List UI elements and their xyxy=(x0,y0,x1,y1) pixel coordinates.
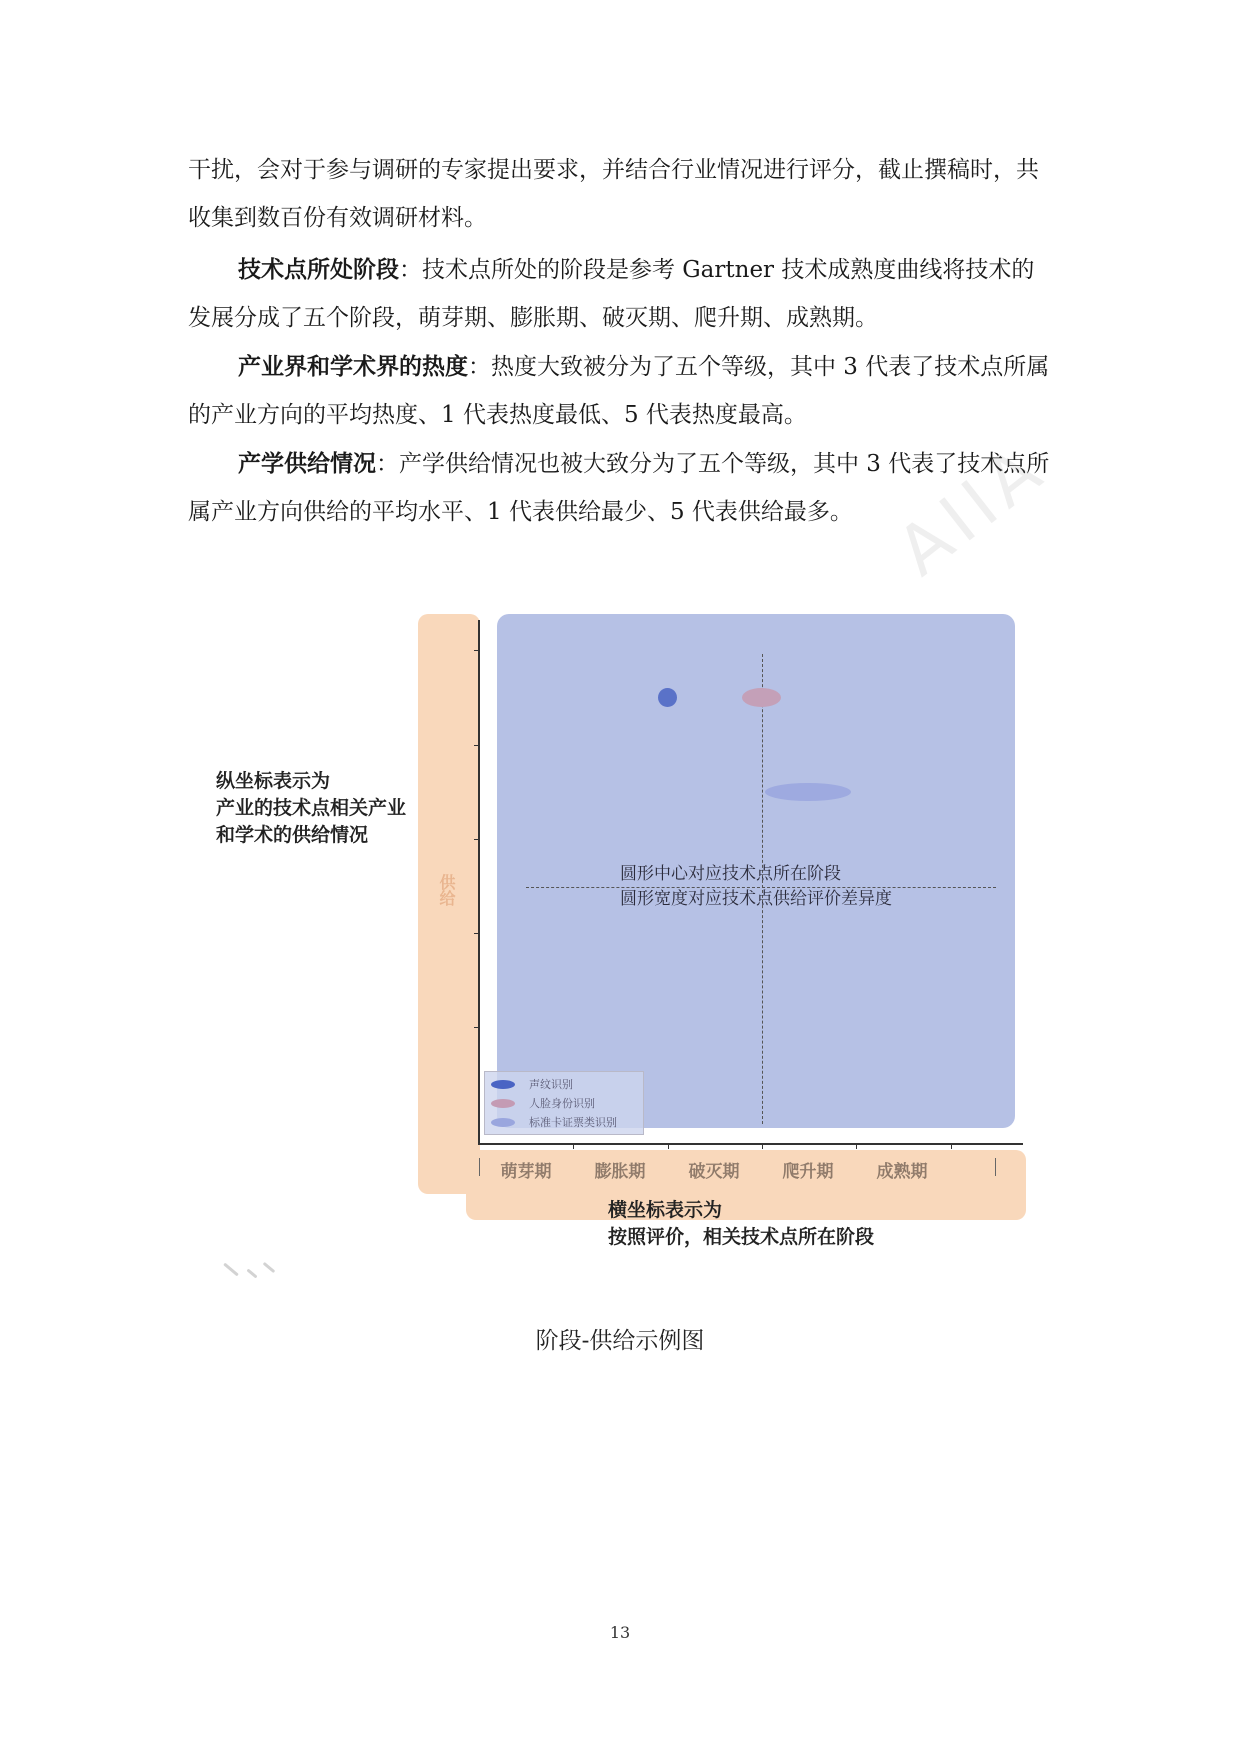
x-axis-explanation xyxy=(608,1197,874,1251)
stage-separator xyxy=(479,1158,480,1176)
x-tick xyxy=(856,1144,857,1149)
y-tick xyxy=(474,839,479,840)
legend-label: 人脸身份识别 xyxy=(529,1097,595,1110)
y-explain-line: 和学术的供给情况 xyxy=(216,824,369,846)
text-supply: ：产学供给情况也被大致分为了五个等级，其中 3 代表了技术点所属产业方向供给的平均水平、1 代表供给最少、5 代表供给最多。 xyxy=(188,451,1050,525)
x-tick xyxy=(762,1144,763,1149)
stage-label: 膨胀期 xyxy=(594,1162,646,1182)
legend xyxy=(484,1071,644,1135)
watermark-fragment xyxy=(246,1268,257,1278)
y-tick xyxy=(474,745,479,746)
watermark: AIIA xyxy=(883,427,1062,592)
legend-swatch xyxy=(491,1118,515,1127)
y-tick xyxy=(474,650,479,651)
watermark-fragment xyxy=(263,1262,276,1273)
stage-label: 爬升期 xyxy=(782,1162,834,1182)
x-explain-line: 横坐标表示为 xyxy=(608,1199,723,1221)
voiceprint-point xyxy=(658,688,677,707)
legend-swatch xyxy=(491,1099,515,1108)
term-heat: 产业界和学术界的热度 xyxy=(238,354,468,380)
plot-annotation-line: 圆形宽度对应技术点供给评价差异度 xyxy=(620,889,892,909)
stage-label: 萌芽期 xyxy=(500,1162,552,1182)
text-stage: ：技术点所处的阶段是参考 Gartner 技术成熟度曲线将技术的发展分成了五个阶段，萌芽期、膨胀期、破灭期、爬升期、成熟期。 xyxy=(188,257,1035,331)
y-axis-title: 供给 xyxy=(437,874,456,906)
text-heat: ：热度大致被分为了五个等级，其中 3 代表了技术点所属的产业方向的平均热度、1 代表热度最低、5 代表热度最高。 xyxy=(188,354,1050,428)
y-explain-line: 产业的技术点相关产业 xyxy=(216,797,407,819)
page-number: 13 xyxy=(609,1623,631,1642)
legend-swatch xyxy=(491,1080,515,1089)
stage-label: 破灭期 xyxy=(688,1162,740,1182)
legend-label: 声纹识别 xyxy=(529,1078,573,1091)
y-axis-line xyxy=(478,620,480,1144)
term-supply: 产学供给情况 xyxy=(238,451,376,477)
y-tick xyxy=(474,933,479,934)
body-paragraph-4 xyxy=(188,440,1052,536)
x-axis-line xyxy=(478,1143,1023,1145)
body-paragraph-1: 干扰，会对于参与调研的专家提出要求，并结合行业情况进行评分，截止撰稿时，共收集到数百份有效调研材料。 xyxy=(188,157,1039,231)
x-tick xyxy=(951,1144,952,1149)
y-tick xyxy=(474,1027,479,1028)
legend-label: 标准卡证票类识别 xyxy=(529,1116,617,1129)
x-explain-line: 按照评价，相关技术点所在阶段 xyxy=(608,1226,875,1248)
plot-annotation-line: 圆形中心对应技术点所在阶段 xyxy=(620,864,841,884)
watermark-fragment xyxy=(223,1263,239,1277)
body-paragraph-2 xyxy=(188,246,1052,342)
stage-label: 成熟期 xyxy=(876,1162,928,1182)
x-tick xyxy=(668,1144,669,1149)
plot-annotation xyxy=(620,862,892,912)
body-paragraph-3 xyxy=(188,343,1052,439)
card-ticket-point xyxy=(765,783,851,801)
stage-separator xyxy=(995,1158,996,1176)
y-explain-line: 纵坐标表示为 xyxy=(216,770,331,792)
y-axis-explanation xyxy=(216,768,406,849)
x-tick xyxy=(573,1144,574,1149)
term-stage: 技术点所处阶段 xyxy=(238,257,399,283)
face-id-point xyxy=(742,688,781,707)
figure-caption: 阶段-供给示例图 xyxy=(535,1328,705,1354)
